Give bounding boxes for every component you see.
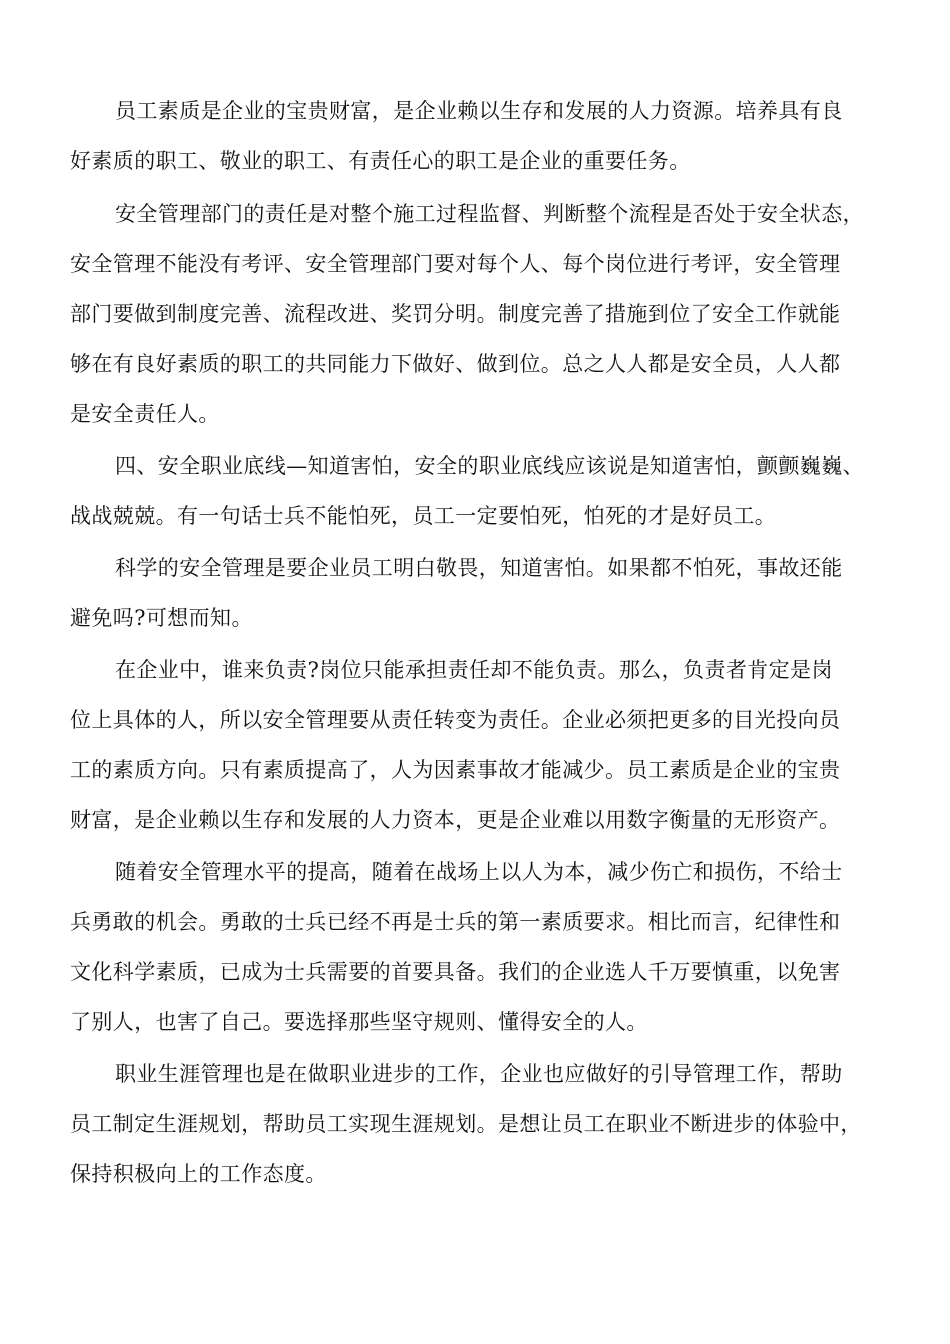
paragraph-6-line-4: 了别人，也害了自己。要选择那些坚守规则、懂得安全的人。 (70, 1010, 648, 1034)
paragraph-7-line-3: 保持积极向上的工作态度。 (70, 1162, 327, 1186)
paragraph-7-line-1: 职业生涯管理也是在做职业进步的工作，企业也应做好的引导管理工作，帮助 (115, 1062, 843, 1086)
paragraph-6-line-1: 随着安全管理水平的提高，随着在战场上以人为本，减少伤亡和损伤，不给士 (115, 860, 843, 884)
paragraph-6-line-2: 兵勇敢的机会。勇敢的士兵已经不再是士兵的第一素质要求。相比而言，纪律性和 (70, 910, 841, 934)
paragraph-5-line-4: 财富，是企业赖以生存和发展的人力资本，更是企业难以用数字衡量的无形资产。 (70, 808, 841, 832)
paragraph-2-line-5: 是安全责任人。 (70, 402, 220, 426)
paragraph-2-line-2: 安全管理不能没有考评、安全管理部门要对每个人、每个岗位进行考评，安全管理 (70, 252, 841, 276)
paragraph-2-line-4: 够在有良好素质的职工的共同能力下做好、做到位。总之人人都是安全员，人人都 (70, 352, 841, 376)
paragraph-5-line-2: 位上具体的人，所以安全管理要从责任转变为责任。企业必须把更多的目光投向员 (70, 708, 841, 732)
paragraph-3-line-1: 四、安全职业底线—知道害怕，安全的职业底线应该说是知道害怕，颤颤巍巍、 (115, 454, 864, 478)
paragraph-2-line-1: 安全管理部门的责任是对整个施工过程监督、判断整个流程是否处于安全状态， (115, 202, 864, 226)
paragraph-5-line-3: 工的素质方向。只有素质提高了，人为因素事故才能减少。员工素质是企业的宝贵 (70, 758, 841, 782)
paragraph-6-line-3: 文化科学素质，已成为士兵需要的首要具备。我们的企业选人千万要慎重，以免害 (70, 960, 841, 984)
paragraph-4-line-1: 科学的安全管理是要企业员工明白敬畏，知道害怕。如果都不怕死，事故还能 (115, 556, 843, 580)
paragraph-2-line-3: 部门要做到制度完善、流程改进、奖罚分明。制度完善了措施到位了安全工作就能 (70, 302, 841, 326)
paragraph-7-line-2: 员工制定生涯规划，帮助员工实现生涯规划。是想让员工在职业不断进步的体验中， (70, 1112, 862, 1136)
paragraph-1-line-2: 好素质的职工、敬业的职工、有责任心的职工是企业的重要任务。 (70, 149, 691, 173)
paragraph-5-line-1: 在企业中，谁来负责?岗位只能承担责任却不能负责。那么，负责者肯定是岗 (115, 658, 833, 682)
paragraph-1-line-1: 员工素质是企业的宝贵财富，是企业赖以生存和发展的人力资源。培养具有良 (115, 99, 843, 123)
paragraph-3-line-2: 战战兢兢。有一句话士兵不能怕死，员工一定要怕死，怕死的才是好员工。 (70, 504, 777, 528)
paragraph-4-line-2: 避免吗?可想而知。 (70, 606, 253, 630)
